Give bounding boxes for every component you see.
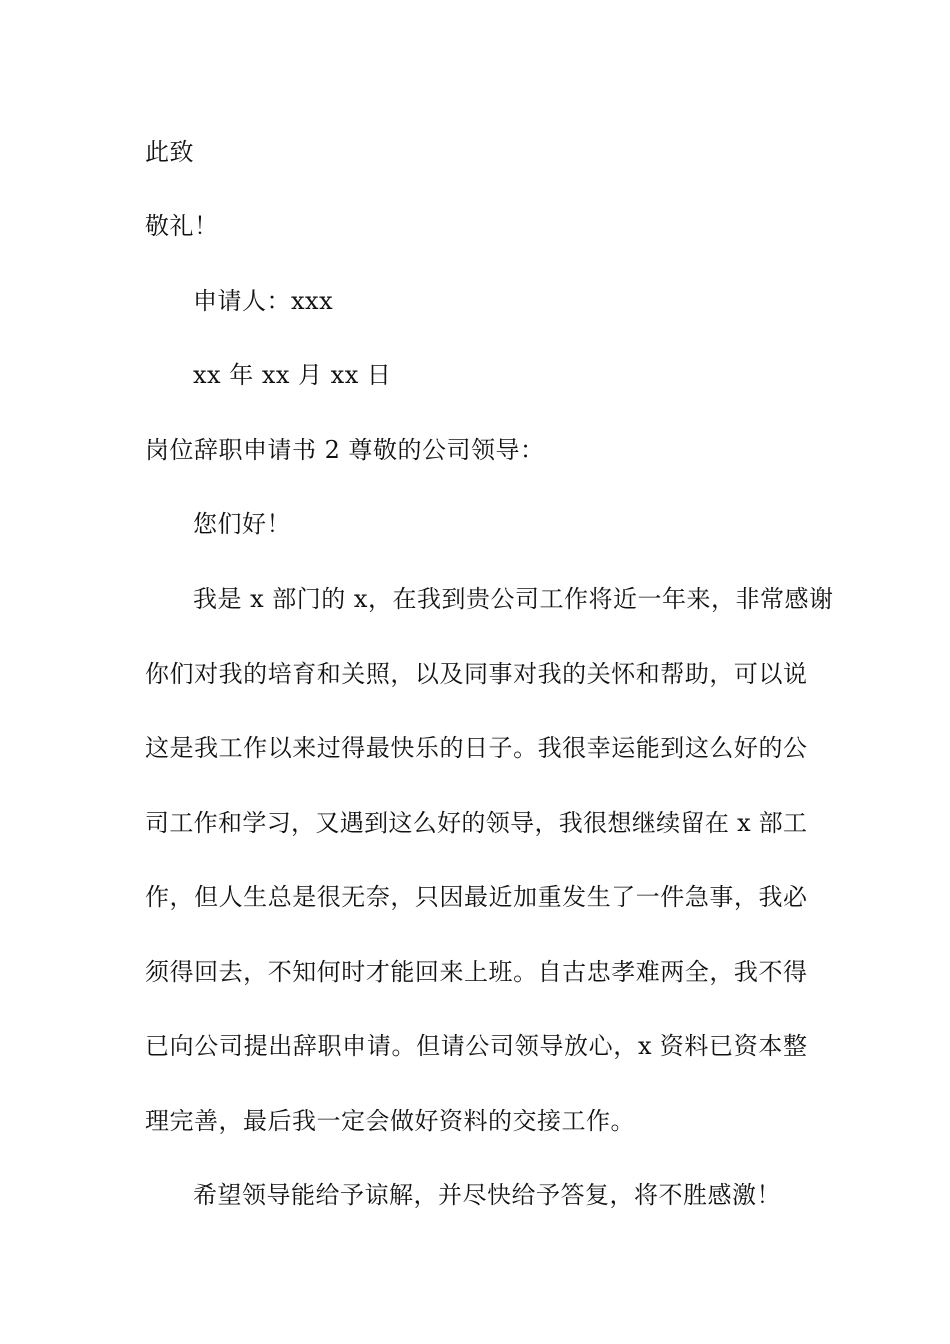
- body-line-4: 司工作和学习，又遇到这么好的领导，我很想继续留在 x 部工: [145, 809, 807, 837]
- closing-line-2: 敬礼！: [145, 212, 219, 240]
- body-line-5: 作，但人生总是很无奈，只因最近加重发生了一件急事，我必: [145, 883, 807, 911]
- body-line-3: 这是我工作以来过得最快乐的日子。我很幸运能到这么好的公: [145, 734, 807, 762]
- body-line-8: 理完善，最后我一定会做好资料的交接工作。: [145, 1107, 635, 1135]
- body-line-6: 须得回去，不知何时才能回来上班。自古忠孝难两全，我不得: [145, 958, 807, 986]
- body-line-2: 你们对我的培育和关照，以及同事对我的关怀和帮助，可以说: [145, 660, 807, 688]
- closing-paragraph: 希望领导能给予谅解，并尽快给予答复，将不胜感激！: [193, 1181, 781, 1209]
- body-line-7: 已向公司提出辞职申请。但请公司领导放心，x 资料已资本整: [145, 1032, 807, 1060]
- applicant-line: 申请人：xxx: [193, 287, 334, 315]
- date-line: xx 年 xx 月 xx 日: [193, 361, 392, 389]
- second-letter-heading: 岗位辞职申请书 2 尊敬的公司领导：: [145, 436, 545, 464]
- greeting-line: 您们好！: [193, 510, 291, 538]
- body-line-1: 我是 x 部门的 x，在我到贵公司工作将近一年来，非常感谢: [193, 585, 834, 613]
- closing-line-1: 此致: [145, 138, 194, 166]
